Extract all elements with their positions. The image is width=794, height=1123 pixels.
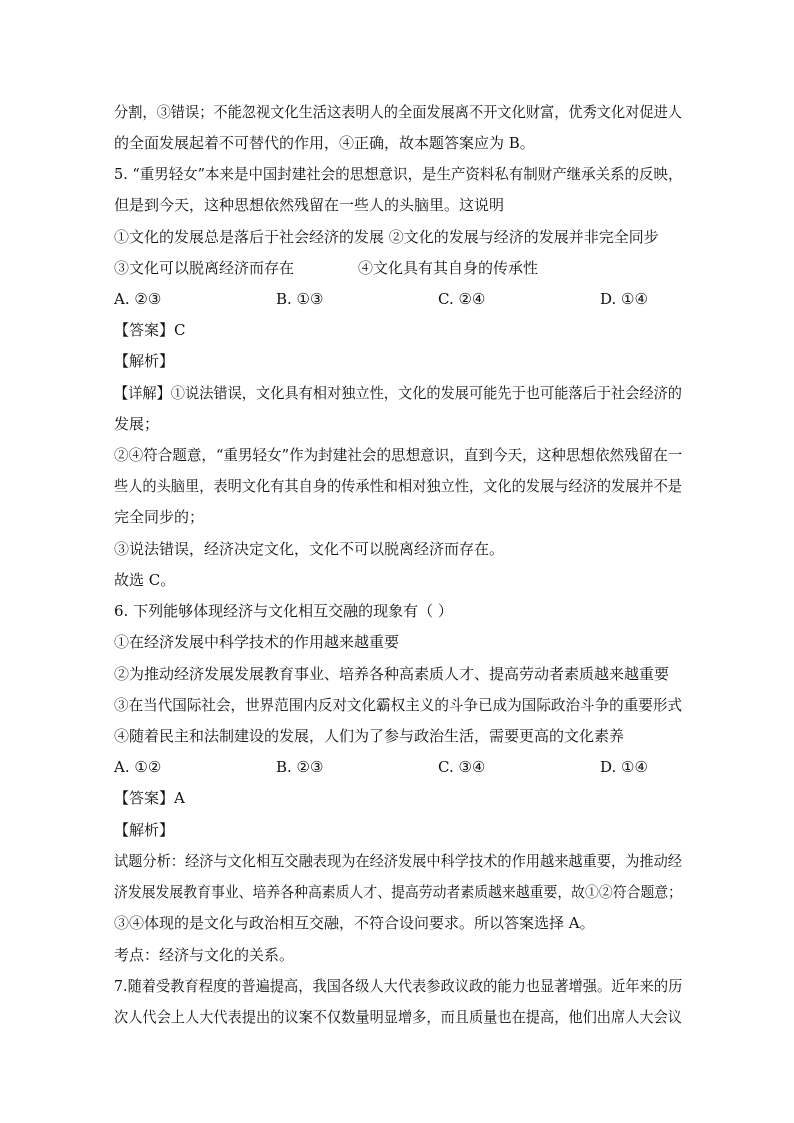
answer-label: 【答案】C (114, 321, 186, 339)
text-line: 分割，③错误；不能忽视文化生活这表明人的全面发展离不开文化财富，优秀文化对促进人 (114, 103, 683, 121)
text-line: 考点：经济与文化的关系。 (114, 946, 295, 964)
question-5-option-a: A. ②③ (114, 290, 162, 308)
text-line: 试题分析：经济与文化相互交融表现为在经济发展中科学技术的作用越来越重要，为推动经 (114, 852, 683, 870)
text-line: 次人代会上人大代表提出的议案不仅数量明显增多，而且质量也在提高，他们出席人大会议 (114, 1008, 683, 1026)
text-line: ③说法错误，经济决定文化，文化不可以脱离经济而存在。 (114, 540, 505, 558)
text-line: 济发展发展教育事业、培养各种高素质人才、提高劳动者素质越来越重要，故①②符合题意； (114, 883, 683, 901)
text-line: ③④体现的是文化与政治相互交融，不符合设问要求。所以答案选择 A。 (114, 914, 595, 932)
text-line: ①在经济发展中科学技术的作用越来越重要 (114, 633, 400, 651)
text-line: ③在当代国际社会，世界范围内反对文化霸权主义的斗争已成为国际政治斗争的重要形式 (114, 696, 683, 714)
text-line: 完全同步的； (114, 508, 205, 526)
answer-label: 【答案】A (114, 789, 185, 807)
question-6-option-b: B. ②③ (276, 758, 324, 776)
analysis-label: 【解析】 (114, 821, 175, 839)
text-line: 发展； (114, 415, 160, 433)
question-6-option-c: C. ③④ (438, 758, 486, 776)
text-line: ②为推动经济发展发展教育事业、培养各种高素质人才、提高劳动者素质越来越重要 (114, 665, 670, 683)
question-5-statement-3: ③文化可以脱离经济而存在 (114, 259, 295, 277)
question-5-option-d: D. ①④ (600, 290, 648, 308)
question-7-stem: 7.随着受教育程度的普遍提高，我国各级人大代表参政议政的能力也显著增强。近年来的历 (114, 977, 683, 995)
text-line: 【详解】①说法错误，文化具有相对独立性，文化的发展可能先于也可能落后于社会经济的 (114, 384, 683, 402)
question-5-option-b: B. ①③ (276, 290, 324, 308)
text-line: ④随着民主和法制建设的发展，人们为了参与政治生活，需要更高的文化素养 (114, 727, 625, 745)
question-5-option-c: C. ②④ (438, 290, 486, 308)
question-5-statement-4: ④文化具有其自身的传承性 (358, 259, 539, 277)
question-5-statements: ①文化的发展总是落后于社会经济的发展 ②文化的发展与经济的发展并非完全同步 (114, 228, 659, 246)
text-line: 的全面发展起着不可替代的作用，④正确，故本题答案应为 B。 (114, 134, 535, 152)
analysis-label: 【解析】 (114, 352, 175, 370)
text-line: 但是到今天，这种思想依然残留在一些人的头脑里。这说明 (114, 196, 505, 214)
question-6-option-a: A. ①② (114, 758, 162, 776)
question-5-stem: 5. “重男轻女”本来是中国封建社会的思想意识，是生产资料私有制财产继承关系的反映， (114, 165, 683, 183)
question-6-option-d: D. ①④ (600, 758, 648, 776)
text-line: 些人的头脑里，表明文化有其自身的传承性和相对独立性，文化的发展与经济的发展并不是 (114, 477, 683, 495)
text-line: ②④符合题意，“重男轻女”作为封建社会的思想意识，直到今天，这种思想依然残留在一 (114, 446, 683, 464)
text-line: 故选 C。 (114, 571, 176, 589)
question-6-stem: 6. 下列能够体现经济与文化相互交融的现象有（ ） (114, 602, 453, 620)
